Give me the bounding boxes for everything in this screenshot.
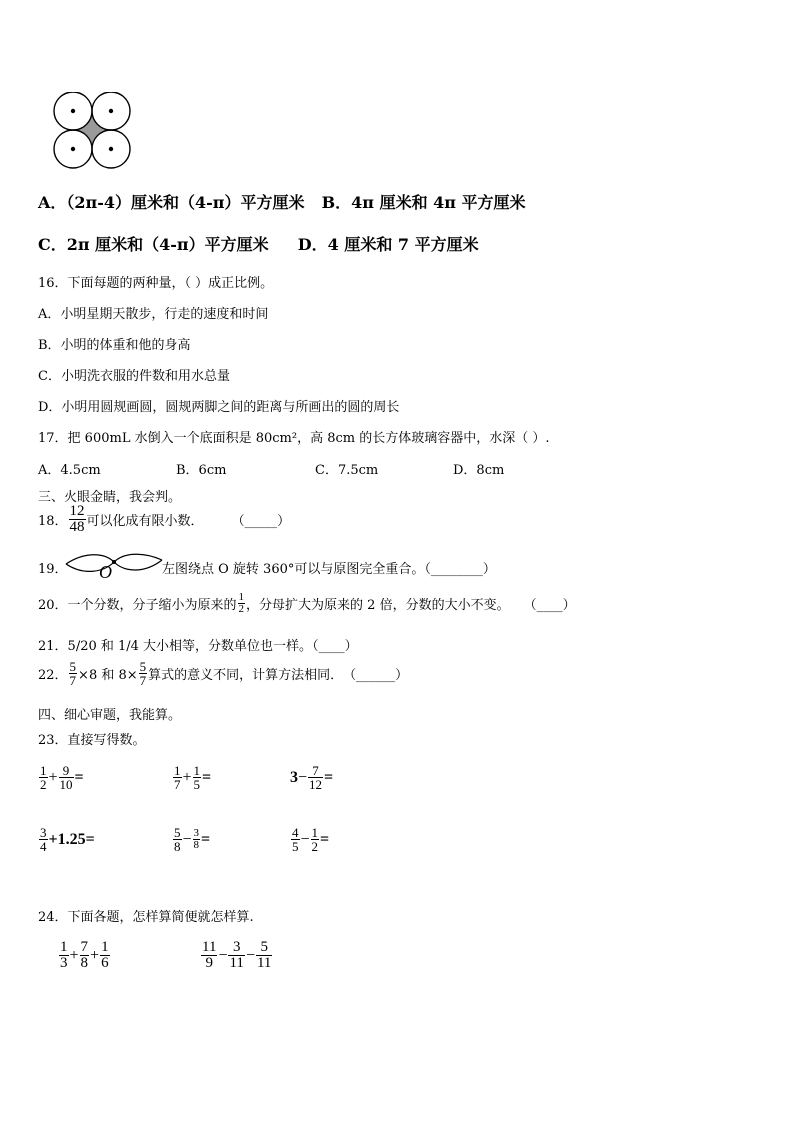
q17-option-b[interactable]: B．6cm — [176, 463, 227, 478]
q16-option-c[interactable]: C．小明洗衣服的件数和用水总量 — [38, 369, 230, 384]
q22-line — [38, 660, 408, 687]
q17-option-a[interactable]: A．4.5cm — [38, 463, 101, 478]
q24-expr-2[interactable]: $\frac{11}{9}$ − $\frac{3}{11}$ − $\frac{5}{11}$ — [202, 939, 272, 971]
q15-option-c-line — [38, 232, 479, 255]
q18-answer-blank[interactable]: （_____） — [231, 514, 291, 529]
q21-text: 21．5/20 和 1/4 大小相等，分数单位也一样。 — [38, 639, 313, 654]
q23-expr-2[interactable]: $\frac{1}{7}$ + $\frac{1}{5}$ = — [174, 763, 212, 792]
q24-expr-1[interactable]: $\frac{1}{3}$ + $\frac{7}{8}$ + $\frac{1}{6}$ — [60, 939, 109, 971]
q17-stem: 17．把 600mL 水倒入一个底面积是 80cm²，高 8cm 的长方体玻璃容器中，水深（ ）. — [38, 431, 550, 446]
q17-option-d[interactable]: D．8cm — [453, 463, 505, 478]
q15-option-d[interactable]: D．4 厘米和 7 平方厘米 — [297, 235, 479, 254]
q20-fraction: $\frac{1}{2}$ — [238, 591, 245, 615]
q23-expr-1[interactable]: $\frac{1}{2}$ + $\frac{9}{10}$ = — [40, 763, 84, 792]
q20-text-post: ，分母扩大为原来的 2 倍，分数的大小不变。 — [246, 598, 510, 613]
q20-text-pre: 20．一个分数，分子缩小为原来的 — [38, 598, 237, 613]
q23-stem: 23．直接写得数。 — [38, 733, 146, 748]
q19-text: 左图绕点 O 旋转 360°可以与原图完全重合。 — [162, 562, 425, 577]
q22-middle-text: ×8 和 8× — [78, 668, 138, 683]
q24-stem: 24．下面各题，怎样算简便就怎样算. — [38, 910, 254, 925]
q15-option-a[interactable]: A．（2π-4）厘米和（4-π）平方厘米 — [38, 193, 305, 212]
q16-option-d[interactable]: D．小明用圆规画圆，圆规两脚之间的距离与所画出的圆的周长 — [38, 400, 400, 415]
q22-number: 22． — [38, 668, 68, 683]
q21-answer-blank[interactable]: （____） — [312, 639, 358, 654]
q22-answer-blank[interactable]: （______） — [343, 668, 409, 683]
q21-line — [38, 635, 358, 654]
q19-number: 19． — [38, 562, 68, 577]
q23-expr-6[interactable]: $\frac{4}{5}$ − $\frac{1}{2}$ = — [292, 825, 330, 854]
shaded-region — [73, 111, 111, 149]
q18-fraction: $\frac{12}{48}$ — [69, 503, 85, 535]
q22-fraction-2: $\frac{5}{7}$ — [139, 659, 147, 688]
q17-option-c[interactable]: C．7.5cm — [315, 463, 379, 478]
q22-text: 算式的意义不同，计算方法相同． — [148, 668, 344, 683]
q19-answer-blank[interactable]: （________） — [424, 562, 496, 577]
q16-option-a[interactable]: A．小明星期天散步，行走的速度和时间 — [38, 307, 269, 322]
q23-expr-5[interactable]: $\frac{5}{8}$ − $\frac{3}{8}$ = — [174, 825, 211, 854]
q22-fraction-1: $\frac{5}{7}$ — [69, 659, 77, 688]
q23-expr-4[interactable]: $\frac{3}{4}$ +1.25= — [40, 825, 95, 854]
section-3-heading: 三、火眼金睛，我会判。 — [38, 490, 182, 505]
q19-text-line — [162, 558, 496, 577]
q18-number: 18． — [38, 514, 68, 529]
q19-curve-figure — [64, 548, 164, 582]
q18-text: 可以化成有限小数． — [86, 514, 204, 529]
q16-option-b[interactable]: B．小明的体重和他的身高 — [38, 338, 191, 353]
q20-answer-blank[interactable]: （____） — [523, 598, 576, 613]
q15-option-b[interactable]: B．4π 厘米和 4π 平方厘米 — [321, 193, 526, 212]
q20-line — [38, 592, 576, 615]
q15-option-c[interactable]: C．2π 厘米和（4-π）平方厘米 — [38, 235, 269, 254]
q16-stem: 16．下面每题的两种量，（ ）成正比例。 — [38, 276, 274, 291]
four-circles-figure — [52, 92, 134, 170]
q19-point-o-label: O — [99, 562, 112, 582]
q18-line — [38, 504, 290, 535]
q23-expr-3[interactable]: 3 − $\frac{7}{12}$ = — [290, 763, 334, 792]
section-4-heading: 四、细心审题，我能算。 — [38, 708, 182, 723]
q15-option-a-line — [38, 190, 526, 213]
